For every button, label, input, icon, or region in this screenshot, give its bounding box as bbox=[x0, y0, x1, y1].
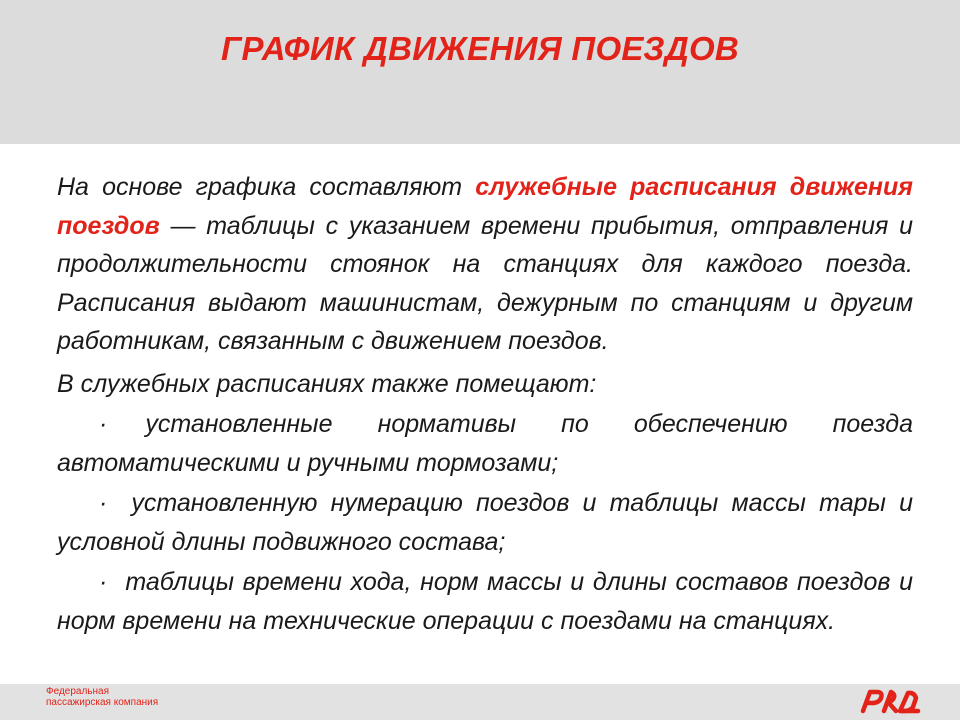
paragraph-list-intro: В служебных расписаниях также помещают: bbox=[57, 369, 597, 398]
intro-text-post: — таблицы с указанием времени прибытия, отправления и продолжительности стоянок на станциях для каждого поезда. Расписания выдают машинистам, дежурным по станциям и другим работникам, связанным с движением поездов. bbox=[57, 211, 913, 355]
intro-highlight: служебные расписания движения поездов bbox=[57, 173, 913, 240]
rzd-logo-icon bbox=[858, 688, 928, 714]
intro-text-pre: На основе графика составляют bbox=[57, 173, 476, 201]
list-item-text: установленные нормативы по обеспечению поезда автоматическими и ручными тормозами; bbox=[57, 410, 913, 477]
bullet-dot-icon: · bbox=[99, 489, 108, 517]
company-name-line2: пассажирская компания bbox=[46, 697, 159, 708]
bullet-dot-icon: · bbox=[99, 568, 108, 596]
header-band bbox=[0, 0, 960, 144]
company-name bbox=[46, 686, 158, 708]
paragraph-intro bbox=[57, 168, 913, 361]
list-item bbox=[57, 484, 913, 561]
bullet-dot-icon: · bbox=[99, 410, 108, 438]
company-name-line1: Федеральная bbox=[46, 686, 110, 697]
page-title: ГРАФИК ДВИЖЕНИЯ ПОЕЗДОВ bbox=[220, 30, 740, 67]
list-item bbox=[57, 405, 913, 482]
main-content bbox=[57, 168, 913, 640]
list-item bbox=[57, 563, 913, 640]
list-item-text: установленную нумерацию поездов и таблицы массы тары и условной длины подвижного состава; bbox=[57, 489, 913, 556]
list-item-text: таблицы времени хода, норм массы и длины составов поездов и норм времени на технические операции с поездами на станциях. bbox=[57, 568, 913, 635]
